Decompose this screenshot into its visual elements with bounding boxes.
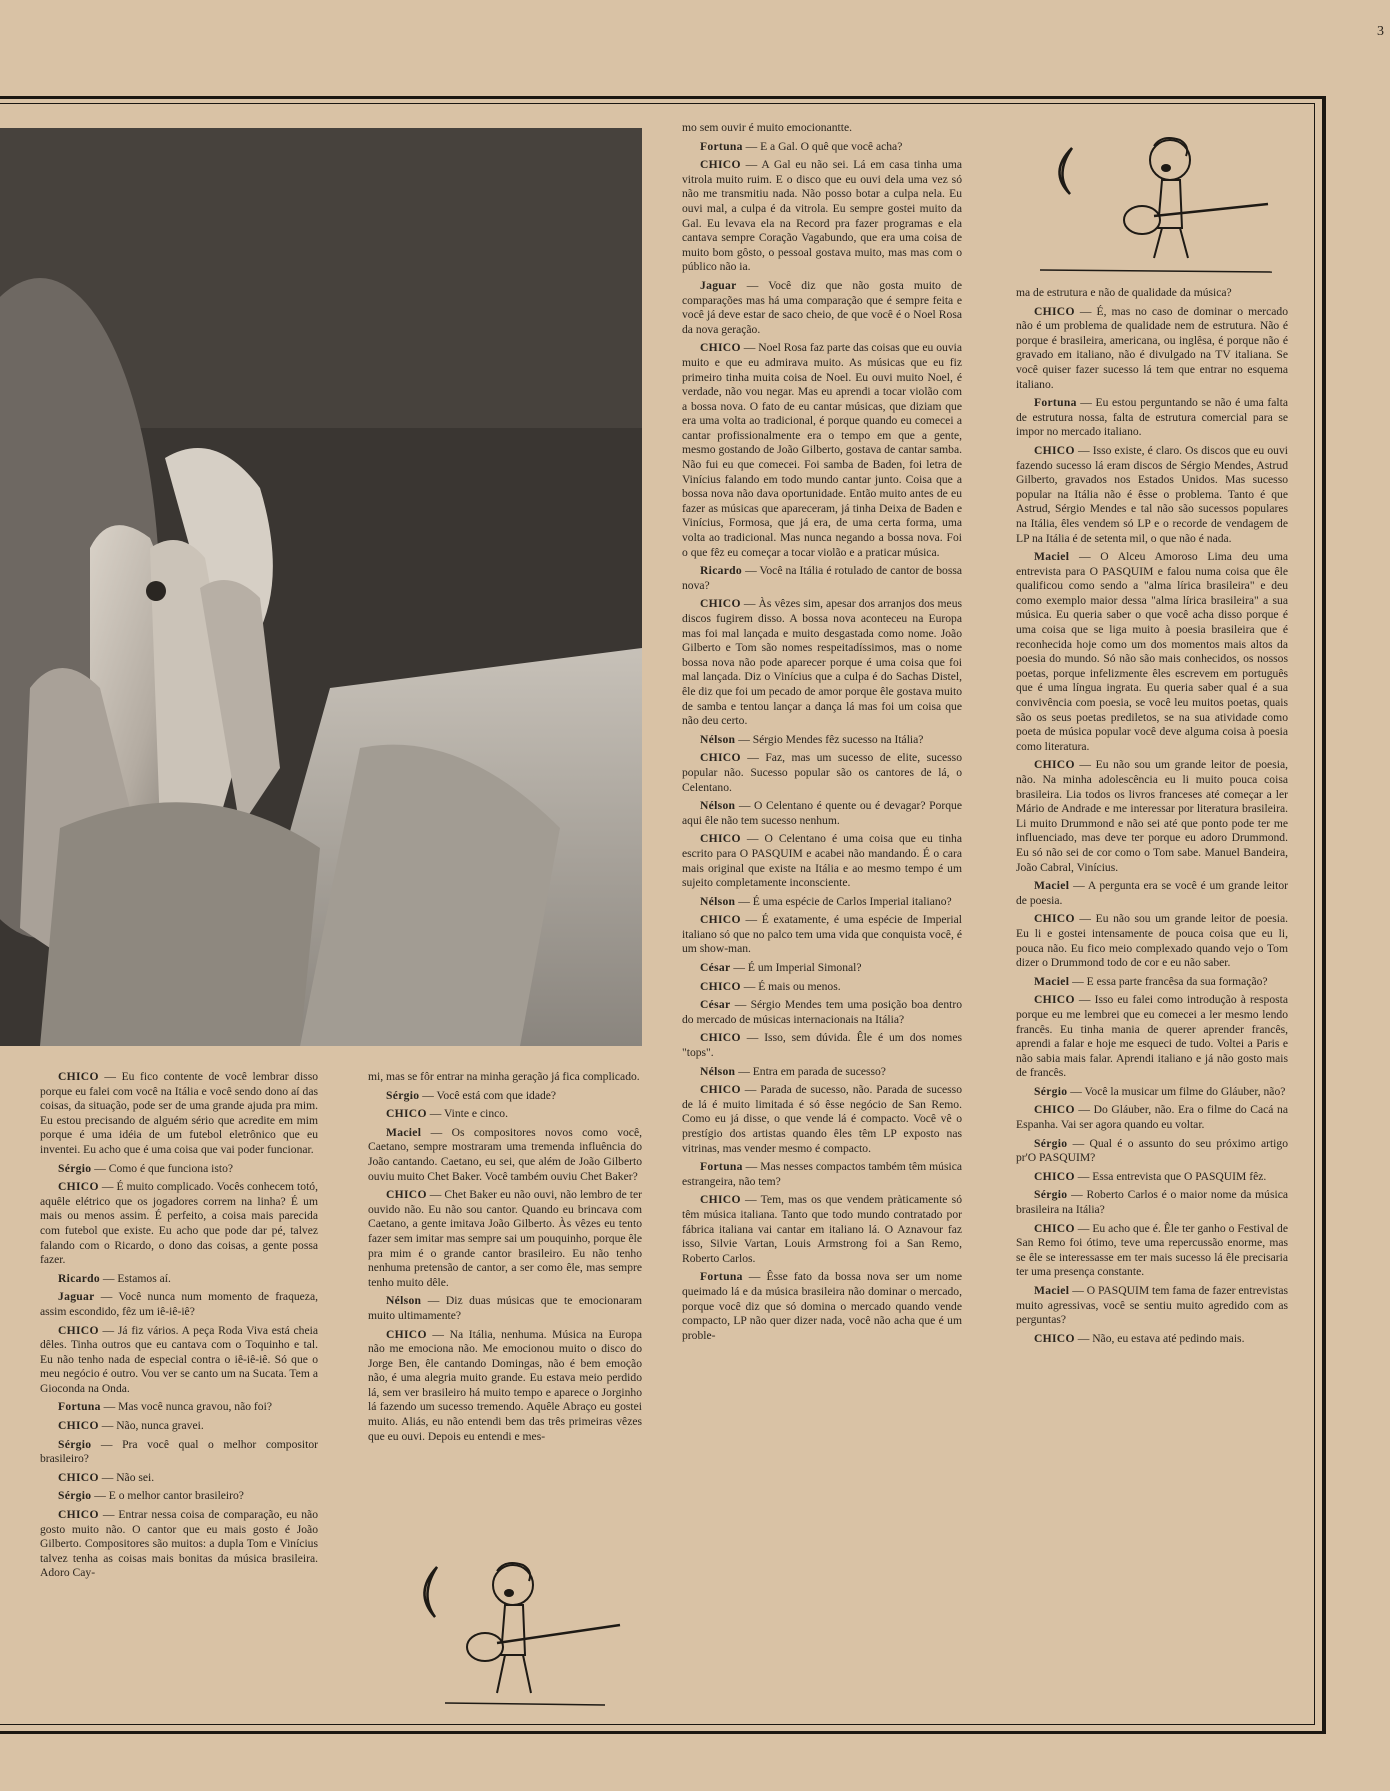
page-mark: 3 bbox=[1377, 24, 1384, 39]
paragraph-text: — Vinte e cinco. bbox=[426, 1107, 508, 1121]
paragraph bbox=[40, 1290, 318, 1319]
paragraph-text: mo sem ouvir é muito emocionantte. bbox=[682, 121, 853, 134]
paragraph-text: — Você está com que idade? bbox=[419, 1088, 557, 1102]
paragraph-text: — Êsse fato da bossa nova ser um nome queimado lá e da música brasileira não dominar o mercado, porque você diz que só domina o mercado quando vende compacto, LP não quer dizer nada, você não acha que é um proble- bbox=[682, 1270, 962, 1342]
speaker-name: CHICO bbox=[58, 1419, 99, 1433]
speaker-name: Jaguar bbox=[700, 278, 737, 292]
speaker-name: Fortuna bbox=[700, 139, 743, 153]
paragraph-text: — Como é que funciona isto? bbox=[91, 1161, 234, 1175]
paragraph bbox=[40, 1438, 318, 1467]
speaker-name: CHICO bbox=[700, 832, 741, 846]
paragraph bbox=[368, 1126, 642, 1184]
paragraph bbox=[682, 799, 962, 828]
paragraph bbox=[682, 1193, 962, 1266]
paragraph-text: — Os compositores novos como você, Caetano, sempre mostraram uma tremenda influência do João cantando. Caetano, eu sei, que além de João Gilberto ouviu muito Chet Baker. Você também ouviu Chet Baker? bbox=[368, 1125, 642, 1183]
paragraph bbox=[1016, 1085, 1288, 1100]
speaker-name: CHICO bbox=[386, 1188, 427, 1202]
speaker-name: CHICO bbox=[1034, 758, 1075, 772]
photo-chico-hand bbox=[0, 128, 642, 1046]
paragraph bbox=[682, 1031, 962, 1060]
column-3 bbox=[682, 121, 962, 1701]
paragraph-text: — Isso existe, é claro. Os discos que eu ouvi fazendo sucesso lá eram discos de Sérgio Mendes, Astrud Gilberto, gravados nos Estados Unidos. Mas sucesso popular na Itália não é êsse o problema. Tanto é que Astrud, Sérgio Mendes e tal não são sucessos populares na Itália, êles vendem só LP e o recorde de vendagem de LP na Itália é de setenta mil, o que não é nada. bbox=[1016, 443, 1288, 545]
paragraph bbox=[682, 913, 962, 957]
speaker-name: CHICO bbox=[58, 1508, 99, 1522]
paragraph bbox=[1016, 1137, 1288, 1166]
paragraph-text: — É muito complicado. Vocês conhecem totó, aquêle elétrico que os jogadores correm na linha? É um mais ou menos assim. É perfeito, a coisa mais parecida com futebol que existe. Eu acho que pode dar pé, talvez falando com o Ricardo, o dono das coisas, a gente possa fazer. bbox=[40, 1180, 318, 1267]
paragraph-text: — O Alceu Amoroso Lima deu uma entrevista para O PASQUIM e falou numa coisa que êle qualificou como sendo a "alma lírica brasileira" e deu como exemplo maior dessa "alma lírica brasileira" a sua música. Eu queria saber o que você acha disso porque é uma coisa que se liga muito à poesia brasileira que é reconhecida hoje como um dos momentos mais altos da poesia do mundo. Só não são mais conhecidos, os nossos poetas, porque infelizmente êles escrevem em português que é uma língua ingrata. Eu queria saber qual é a sua convivência com poesia, se você leu muitos poetas, quais são os seus poetas prediletos, se na sua atividade como poeta de música popular você deve alguma coisa à poesia como literatura. bbox=[1016, 550, 1288, 753]
paragraph-text: — Eu não sou um grande leitor de poesia. Eu li e gostei intensamente de pouca coisa que eu li, pouca não. Eu fico meio complexado quando vejo o Tom dizer o Drummond todo de cor e eu não saber. bbox=[1016, 912, 1288, 970]
column-4 bbox=[1016, 286, 1288, 1706]
paragraph bbox=[1016, 1188, 1288, 1217]
speaker-name: Fortuna bbox=[58, 1400, 101, 1414]
paragraph bbox=[682, 1160, 962, 1189]
paragraph bbox=[682, 980, 962, 995]
speaker-name: Nélson bbox=[700, 894, 736, 908]
column-2 bbox=[368, 1070, 642, 1560]
speaker-name: CHICO bbox=[700, 1193, 741, 1207]
speaker-name: CHICO bbox=[700, 979, 741, 993]
speaker-name: Sérgio bbox=[58, 1437, 92, 1451]
paragraph bbox=[1016, 1332, 1288, 1347]
paragraph bbox=[682, 961, 962, 976]
paragraph-text: — O Celentano é uma coisa que eu tinha escrito para O PASQUIM e acabei não mandando. É o cara mais original que existe na Itália e ao mesmo tempo é um sujeito completamente inconsciente. bbox=[682, 832, 962, 890]
speaker-name: Maciel bbox=[1034, 550, 1070, 564]
speaker-name: Fortuna bbox=[700, 1160, 743, 1174]
paragraph bbox=[368, 1294, 642, 1323]
paragraph bbox=[40, 1489, 318, 1504]
paragraph bbox=[40, 1070, 318, 1158]
paragraph-text: — Não, nunca gravei. bbox=[98, 1419, 204, 1433]
paragraph-text: — É um Imperial Simonal? bbox=[730, 961, 862, 975]
speaker-name: César bbox=[700, 961, 731, 975]
paragraph-text: — Você na Itália é rotulado de cantor de bossa nova? bbox=[682, 564, 962, 592]
paragraph bbox=[682, 341, 962, 560]
paragraph bbox=[682, 140, 962, 155]
paragraph bbox=[1016, 1170, 1288, 1185]
speaker-name: CHICO bbox=[1034, 1103, 1075, 1117]
paragraph bbox=[40, 1400, 318, 1415]
paragraph bbox=[368, 1107, 642, 1122]
paragraph-text: — Entra em parada de sucesso? bbox=[735, 1064, 886, 1078]
paragraph bbox=[1016, 879, 1288, 908]
paragraph-text: — Já fiz vários. A peça Roda Viva está cheia dêles. Tinha outros que eu cantava com o Toquinho e tal. Eu não tenho nada de especial contra o iê-iê-iê. Só que o meu negócio é outro. Vou ver se canto um na Sucata. Tem a Gioconda na Onda. bbox=[40, 1323, 318, 1395]
paragraph-text: — Sérgio Mendes tem uma posição boa dentro do mercado de músicas internacionais na Itália? bbox=[682, 998, 962, 1026]
paragraph-text: — Mas você nunca gravou, não foi? bbox=[100, 1400, 272, 1414]
paragraph-text: — É, mas no caso de dominar o mercado não é um problema de qualidade nem de estrutura. Não é porque é brasileira, americana, ou inglêsa, é porque não é gravado em italiano, não é divulgado na TV italiana. Se você quiser fazer sucesso lá tem que entrar no esquema italiano. bbox=[1016, 304, 1288, 391]
paragraph-text: — Não, eu estava até pedindo mais. bbox=[1074, 1331, 1245, 1345]
paragraph bbox=[40, 1162, 318, 1177]
speaker-name: CHICO bbox=[700, 1083, 741, 1097]
paragraph bbox=[682, 895, 962, 910]
paragraph bbox=[40, 1324, 318, 1397]
speaker-name: CHICO bbox=[700, 158, 741, 172]
speaker-name: CHICO bbox=[386, 1107, 427, 1121]
speaker-name: CHICO bbox=[58, 1323, 99, 1337]
paragraph-text: — É mais ou menos. bbox=[740, 979, 841, 993]
paragraph-text: — Roberto Carlos é o maior nome da música brasileira na Itália? bbox=[1016, 1188, 1288, 1217]
paragraph bbox=[682, 564, 962, 593]
paragraph bbox=[1016, 758, 1288, 875]
paragraph-text: mi, mas se fôr entrar na minha geração já fica complicado. bbox=[368, 1070, 640, 1083]
speaker-name: Ricardo bbox=[58, 1271, 101, 1285]
paragraph bbox=[1016, 396, 1288, 440]
speaker-name: Sérgio bbox=[1034, 1188, 1068, 1202]
paragraph bbox=[1016, 550, 1288, 754]
paragraph bbox=[682, 832, 962, 890]
speaker-name: CHICO bbox=[1034, 1221, 1075, 1235]
paragraph bbox=[1016, 1222, 1288, 1280]
paragraph-text: — Isso, sem dúvida. Êle é um dos nomes "tops". bbox=[682, 1031, 962, 1060]
speaker-name: CHICO bbox=[700, 1031, 741, 1045]
speaker-name: CHICO bbox=[1034, 1331, 1075, 1345]
paragraph-text: — A pergunta era se você é um grande leitor de poesia. bbox=[1016, 879, 1288, 907]
paragraph bbox=[682, 279, 962, 337]
paragraph bbox=[1016, 1284, 1288, 1328]
paragraph-text: — Chet Baker eu não ouvi, não lembro de ter ouvido não. Eu não sou cantor. Quando eu brincava com Caetano, a gente imitava João Gilberto. Às vêzes eu tento fazer sem imitar mas sempre sai um pouquinho, porque êle pra mim é o grande cantor brasileiro. Eu não tenho nenhuma pretensão de cantor, a ser como êle, mas sempre tenho muito dêle. bbox=[368, 1188, 642, 1289]
speaker-name: Sérgio bbox=[1034, 1136, 1068, 1150]
paragraph-text: — Essa entrevista que O PASQUIM fêz. bbox=[1074, 1169, 1267, 1183]
paragraph-text: — Sérgio Mendes fêz sucesso na Itália? bbox=[735, 732, 924, 746]
paragraph-text: — Eu estou perguntando se não é uma falta de estrutura nossa, falta de estrutura comercial para se impor no mercado italiano. bbox=[1016, 396, 1288, 439]
paragraph bbox=[40, 1419, 318, 1434]
paragraph-text: — E essa parte francêsa da sua formação? bbox=[1069, 974, 1268, 988]
paragraph-text: — Diz duas músicas que te emocionaram muito ultimamente? bbox=[368, 1294, 642, 1322]
paragraph-text: — Noel Rosa faz parte das coisas que eu ouvia muito e que eu admirava muito. As músicas que eu fiz primeiro tinha muita coisa de Noel. Eu ouvi muito Noel, é verdade, não vou negar. Mas eu aprendi a tocar violão com a bossa nova. O fato de eu cantar músicas, que diziam que era uma volta ao tradicional, é porque quando eu comecei a cantar profissionalmente era o tempo em que a gente, mesmo gostando de João Gilberto, gostava de cantar samba. Não fui eu que comecei. Foi samba de Baden, foi letra de Vinícius falando em todo mundo cantar junto. Coisa que a bossa nova não dava oportunidade. Então muito antes de eu fazer as músicas que apareceram, já tinha Deixa de Baden e Vinícius, Formosa, que já era, de uma certa forma, uma volta ao tradicional. Mas nunca negando a bossa nova. Foi o que fêz eu começar a tocar violão e a praticar música. bbox=[682, 341, 962, 559]
column-1 bbox=[40, 1070, 318, 1720]
paragraph bbox=[368, 1188, 642, 1290]
paragraph-text: — E a Gal. O quê que você acha? bbox=[742, 139, 903, 153]
speaker-name: Jaguar bbox=[58, 1290, 95, 1304]
paragraph-text: — A Gal eu não sei. Lá em casa tinha uma vitrola muito ruim. E o disco que eu ouvi dela uma vez só não me transmitiu nada. Não posso botar a culpa nela. Eu ouvi mal, a culpa é da vitrola. Eu sempre gostei muito da Gal. Eu levava ela na Record pra fazer programas e ela cantava sempre Coração Vagabundo, que era uma coisa de muito bom gôsto, o pessoal gostava muito, mas mas com o público não ia. bbox=[682, 158, 962, 274]
paragraph bbox=[682, 158, 962, 275]
speaker-name: CHICO bbox=[1034, 443, 1075, 457]
paragraph-text: — E o melhor cantor brasileiro? bbox=[91, 1489, 244, 1503]
paragraph-text: — Eu não sou um grande leitor de poesia, não. Na minha adolescência eu li muito pouca coisa brasileira. Lia todos os livros franceses até começar a ler Mário de Andrade e me interessar por literatura brasileira. Li muito Drummond e não sei até que ponto pode ter me influenciado, mas deve ter porque eu adoro Drummond. Eu só não sei de cor como o Tom sabe. Manuel Bandeira, João Cabral, Vinícius. bbox=[1016, 758, 1288, 874]
paragraph-text: — É exatamente, é uma espécie de Imperial italiano só que no palco tem uma vida que conquista você, é um show-man. bbox=[682, 913, 962, 956]
speaker-name: Maciel bbox=[386, 1125, 422, 1139]
paragraph-text: — Você nunca num momento de fraqueza, assim escondido, fêz um iê-iê-iê? bbox=[40, 1290, 318, 1318]
speaker-name: CHICO bbox=[700, 913, 741, 927]
paragraph-text: — Eu fico contente de você lembrar disso porque eu falei com você na Itália e você sendo dono aí das coisas, da situação, pode ser de uma grande ajuda pra mim. Eu estou precisando de alguém sério que acredite em mim porque é uma idéia de um futebol eletrônico que eu inventei. Eu acho que é uma coisa que vai poder funcionar. bbox=[40, 1070, 318, 1156]
speaker-name: CHICO bbox=[58, 1070, 99, 1083]
paragraph-text: — O Celentano é quente ou é devagar? Porque aqui êle não tem sucesso nenhum. bbox=[682, 799, 962, 827]
paragraph bbox=[682, 1065, 962, 1080]
paragraph-text: — O PASQUIM tem fama de fazer entrevistas muito agressivas, você se sentiu muito agredido com as perguntas? bbox=[1016, 1284, 1288, 1327]
speaker-name: Maciel bbox=[1034, 879, 1070, 893]
speaker-name: Nélson bbox=[386, 1294, 422, 1308]
paragraph bbox=[40, 1272, 318, 1287]
paragraph-text: — Do Gláuber, não. Era o filme do Cacá na Espanha. Vai ser agora quando eu voltar. bbox=[1016, 1103, 1288, 1132]
paragraph bbox=[682, 1083, 962, 1156]
speaker-name: Sérgio bbox=[58, 1161, 92, 1175]
paragraph-text: — Isso eu falei como introdução à resposta porque eu me lembrei que eu comecei a ler mesmo lendo francês. Eu tinha mania de querer aprender francês, aprendi a falar e hoje me esqueci de tudo. Voltei a Paris e não sabia mais falar. Aprendi italiano e já não gosto mais de francês. bbox=[1016, 993, 1288, 1080]
paragraph bbox=[1016, 286, 1288, 301]
speaker-name: Sérgio bbox=[1034, 1084, 1068, 1098]
paragraph bbox=[1016, 1103, 1288, 1132]
paragraph bbox=[1016, 305, 1288, 393]
speaker-name: CHICO bbox=[700, 751, 741, 765]
paragraph bbox=[682, 1270, 962, 1343]
paragraph bbox=[368, 1089, 642, 1104]
paragraph-text: — Estamos aí. bbox=[100, 1271, 171, 1285]
speaker-name: César bbox=[700, 998, 731, 1012]
paragraph-text: — Você diz que não gosta muito de comparações mas há uma comparação que é sempre feita e você já deve estar de saco cheio, de que você é o Noel Rosa da nova geração. bbox=[682, 278, 962, 336]
paragraph bbox=[1016, 975, 1288, 990]
speaker-name: Maciel bbox=[1034, 1284, 1070, 1297]
speaker-name: Ricardo bbox=[700, 564, 743, 578]
paragraph-text: — Mas nesses compactos também têm música estrangeira, não tem? bbox=[682, 1160, 962, 1188]
paragraph bbox=[1016, 444, 1288, 546]
paragraph bbox=[40, 1508, 318, 1581]
paragraph bbox=[368, 1070, 642, 1085]
paragraph bbox=[682, 751, 962, 795]
guitarist-cartoon-illustration-top bbox=[1040, 128, 1275, 278]
paragraph bbox=[40, 1180, 318, 1268]
paragraph-text: — Às vêzes sim, apesar dos arranjos dos meus discos fugirem disso. A bossa nova aconteceu na Europa mas foi mal lançada e muito desgastada como nome. João Gilberto e Tom são nomes respeitadíssimos, mas o nome bossa nova não pode aparecer porque é uma coisa que foi mal lançada. Diz o Vinícius que a culpa é do Sachas Distel, êle diz que foi um pecado de amor porque êle gostava muito de samba e tentou lançar a dança lá mas foi um coisa que não deu certo. bbox=[682, 597, 962, 728]
paragraph bbox=[1016, 912, 1288, 970]
paragraph-text: — Qual é o assunto do seu próximo artigo pr'O PASQUIM? bbox=[1016, 1136, 1288, 1165]
paragraph bbox=[368, 1328, 642, 1445]
paragraph bbox=[682, 998, 962, 1027]
paragraph-text: — Não sei. bbox=[98, 1470, 155, 1484]
speaker-name: Maciel bbox=[1034, 974, 1070, 988]
speaker-name: CHICO bbox=[700, 341, 741, 355]
speaker-name: Nélson bbox=[700, 799, 736, 813]
speaker-name: Fortuna bbox=[1034, 396, 1077, 410]
speaker-name: CHICO bbox=[1034, 1169, 1075, 1183]
paragraph-text: — Tem, mas os que vendem pràticamente só têm música italiana. Tanto que todo mundo contratado por fábrica italiana vai cantar em italiano lá. O Aznavour faz isso, Silvie Vartan, Louis Armstrong foi a San Remo, Roberto Carlos. bbox=[682, 1193, 962, 1265]
speaker-name: CHICO bbox=[1034, 993, 1075, 1007]
speaker-name: CHICO bbox=[58, 1180, 99, 1194]
paragraph-text: — Na Itália, nenhuma. Música na Europa não me emociona não. Me emocionou muito o disco do Jorge Ben, êle cantando Domingas, não é bem emoção não, é uma alegria muito grande. Eu estava meio perdido lá, sem ver brasileiro há muito tempo e aparece o Jorginho lá fazendo um sucesso tremendo. Aquêle Abraço eu gostei muito. Aliás, eu não entendi bem das três primeiras vêzes que eu ouvi. Depois eu entendi e mes- bbox=[368, 1327, 642, 1443]
paragraph bbox=[682, 597, 962, 728]
speaker-name: Sérgio bbox=[386, 1088, 420, 1102]
paragraph-text: — Pra você qual o melhor compositor brasileiro? bbox=[40, 1437, 318, 1466]
paragraph bbox=[40, 1471, 318, 1486]
speaker-name: CHICO bbox=[700, 597, 741, 611]
guitarist-cartoon-illustration bbox=[405, 1555, 630, 1715]
speaker-name: CHICO bbox=[1034, 912, 1075, 926]
paragraph bbox=[682, 733, 962, 748]
paragraph-text: — Você la musicar um filme do Gláuber, não? bbox=[1067, 1084, 1286, 1098]
paragraph-text: — Entrar nessa coisa de comparação, eu não gosto muito não. O cantor que eu mais gosto é João Gilberto. Compositores são muitos: a dupla Tom e Vinícius talvez tenha as coisas mais bonitas da música brasileira. Adoro Cay- bbox=[40, 1508, 318, 1580]
paragraph-text: — Eu acho que é. Êle ter ganho o Festival de San Remo foi ótimo, teve uma repercussão enorme, mas se êle se interessasse em ter mais sucesso lá êle precisaria ter uma presença constante. bbox=[1016, 1221, 1288, 1279]
paragraph-text: — É uma espécie de Carlos Imperial italiano? bbox=[735, 894, 952, 908]
paragraph-text: — Parada de sucesso, não. Parada de sucesso de lá é muito limitada é só êsse negócio de San Remo. Como eu já disse, o que vende lá é compacto. Você vê o prestígio dos artistas quando êles têm LP exposto nas vitrinas, mas vender mesmo é compacto. bbox=[682, 1083, 962, 1155]
paragraph-text: — Faz, mas um sucesso de elite, sucesso popular não. Sucesso popular são os cantores de lá, o Celentano. bbox=[682, 751, 962, 794]
speaker-name: CHICO bbox=[1034, 304, 1075, 318]
paragraph bbox=[1016, 993, 1288, 1081]
paragraph bbox=[682, 121, 962, 136]
speaker-name: Fortuna bbox=[700, 1270, 743, 1284]
speaker-name: CHICO bbox=[58, 1470, 99, 1484]
paragraph-text: ma de estrutura e não de qualidade da música? bbox=[1016, 286, 1232, 299]
speaker-name: CHICO bbox=[386, 1327, 427, 1341]
speaker-name: Sérgio bbox=[58, 1489, 92, 1503]
speaker-name: Nélson bbox=[700, 1064, 736, 1078]
speaker-name: Nélson bbox=[700, 732, 736, 746]
